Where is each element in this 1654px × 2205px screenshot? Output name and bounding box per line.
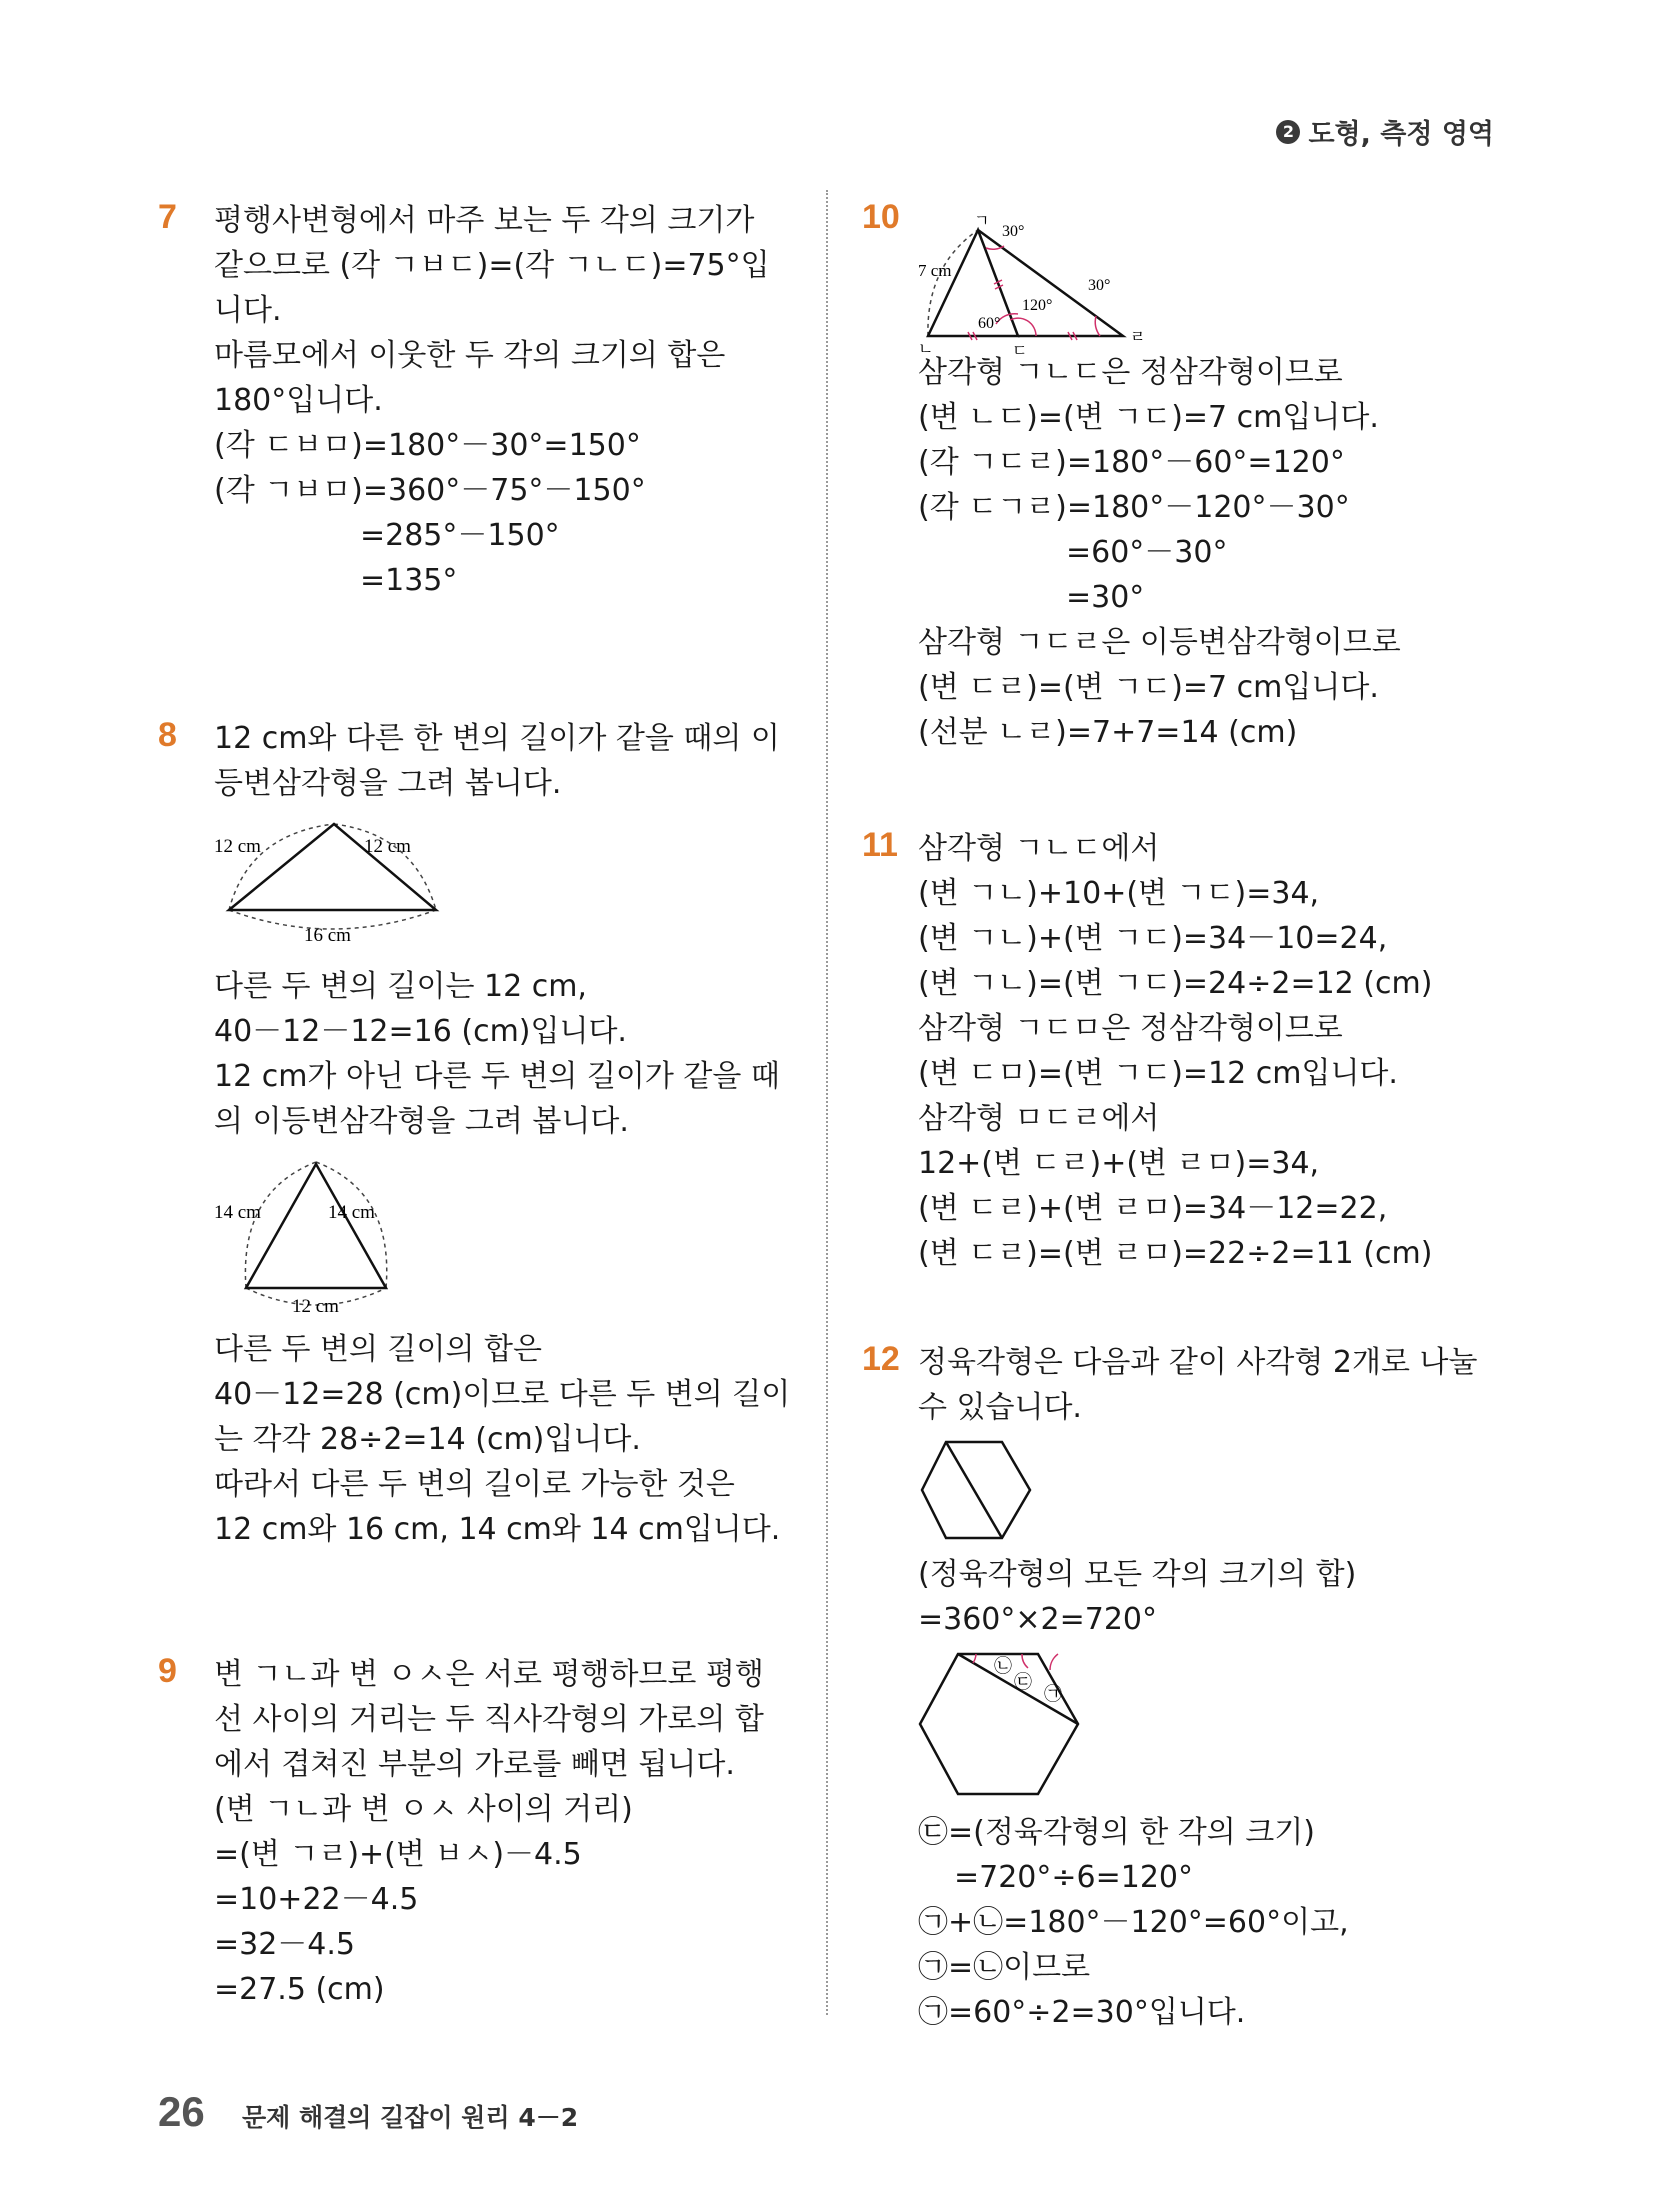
text-line: 삼각형 ㄱㄴㄷ은 정삼각형이므로 <box>918 355 1343 390</box>
book-title: 문제 해결의 길잡이 원리 4－2 <box>242 2103 579 2132</box>
problem-body <box>214 198 854 603</box>
problem-body <box>918 350 1558 755</box>
text-line: 삼각형 ㄱㄷㄹ은 이등변삼각형이므로 <box>918 625 1401 660</box>
text-line: 선 사이의 거리는 두 직사각형의 가로의 합 <box>214 1702 764 1737</box>
text-line: (변 ㄷㄹ)=(변 ㄹㅁ)=22÷2=11 (cm) <box>918 1236 1433 1271</box>
text-line: (각 ㄱㄷㄹ)=180°－60°=120° <box>918 445 1345 480</box>
side-label-left: 14 cm <box>214 1202 261 1223</box>
text-line: 다른 두 변의 길이는 12 cm, <box>214 969 587 1004</box>
text-line: 40－12－12=16 (cm)입니다. <box>214 1014 627 1049</box>
angle-mark <box>1050 1654 1058 1670</box>
hexagon-angle-figure <box>918 1650 1108 1800</box>
side-label-7cm: 7 cm <box>918 261 952 280</box>
problem-body <box>918 1340 1558 2035</box>
page-number: 26 <box>158 2088 205 2135</box>
text-line: =30° <box>1066 580 1145 615</box>
text-line: 는 각각 28÷2=14 (cm)입니다. <box>214 1422 641 1457</box>
triangle-14-14-12-figure <box>214 1152 474 1317</box>
angle-label-120: 120° <box>1022 297 1053 314</box>
text-line: =27.5 (cm) <box>214 1972 385 2007</box>
triangle-figure-10 <box>918 206 1248 356</box>
text-line: =135° <box>360 563 458 598</box>
text-line: (변 ㄴㄷ)=(변 ㄱㄷ)=7 cm입니다. <box>918 400 1379 435</box>
vertex-label-a: ㄱ <box>974 213 990 230</box>
text-line: 수 있습니다. <box>918 1390 1082 1425</box>
text-line: 삼각형 ㄱㄷㅁ은 정삼각형이므로 <box>918 1011 1343 1046</box>
angle-mark <box>973 1654 976 1663</box>
text-line: 의 이등변삼각형을 그려 봅니다. <box>214 1104 629 1139</box>
text-line: (각 ㄷㄱㄹ)=180°－120°－30° <box>918 490 1350 525</box>
triangle-12-12-16-figure <box>214 814 474 954</box>
text-line: 등변삼각형을 그려 봅니다. <box>214 766 562 801</box>
side-label-bottom: 16 cm <box>304 925 351 946</box>
text-line: 12 cm가 아닌 다른 두 변의 길이가 같을 때 <box>214 1059 780 1094</box>
text-line: (선분 ㄴㄹ)=7+7=14 (cm) <box>918 715 1298 750</box>
angle-label-b: ㉡ <box>994 1656 1012 1676</box>
text-line: 같으므로 (각 ㄱㅂㄷ)=(각 ㄱㄴㄷ)=75°입 <box>214 248 770 283</box>
text-line: 따라서 다른 두 변의 길이로 가능한 것은 <box>214 1467 735 1502</box>
problem-number: 11 <box>862 826 898 864</box>
vertex-label-b: ㄴ <box>918 341 934 356</box>
problem-body <box>214 716 854 1552</box>
text-line: =720°÷6=120° <box>954 1860 1194 1895</box>
section-title: 도형, 측정 영역 <box>1308 119 1494 150</box>
text-line: 다른 두 변의 길이의 합은 <box>214 1332 542 1367</box>
side-label-right: 12 cm <box>364 836 411 857</box>
text-line: 마름모에서 이웃한 두 각의 크기의 합은 <box>214 338 726 373</box>
hexagon <box>922 1442 1030 1538</box>
text-line: =32－4.5 <box>214 1927 356 1962</box>
angle-label-right: 30° <box>1088 277 1111 294</box>
text-line: (변 ㄷㄹ)+(변 ㄹㅁ)=34－12=22, <box>918 1191 1388 1226</box>
text-line: ㉠=㉡이므로 <box>918 1950 1091 1985</box>
text-line: ㉠+㉡=180°－120°=60°이고, <box>918 1905 1349 1940</box>
text-line: 40－12=28 (cm)이므로 다른 두 변의 길이 <box>214 1377 791 1412</box>
equilateral-triangle <box>928 230 1018 336</box>
side-label-right: 14 cm <box>328 1202 375 1223</box>
text-line: 12+(변 ㄷㄹ)+(변 ㄹㅁ)=34, <box>918 1146 1320 1181</box>
text-line: 평행사변형에서 마주 보는 두 각의 크기가 <box>214 203 755 238</box>
text-line: 삼각형 ㅁㄷㄹ에서 <box>918 1101 1160 1136</box>
text-line: =360°×2=720° <box>918 1602 1158 1637</box>
angle-mark <box>1022 1654 1028 1668</box>
text-line: =10+22－4.5 <box>214 1882 419 1917</box>
vertex-label-d: ㄹ <box>1130 329 1146 346</box>
text-line: =285°－150° <box>360 518 560 553</box>
section-badge: 2 <box>1276 120 1300 144</box>
text-line: 변 ㄱㄴ과 변 ㅇㅅ은 서로 평행하므로 평행 <box>214 1657 764 1692</box>
problem-number: 12 <box>862 1340 900 1378</box>
text-line: 에서 겹쳐진 부분의 가로를 빼면 됩니다. <box>214 1747 735 1782</box>
text-line: 180°입니다. <box>214 383 383 418</box>
problem-number: 9 <box>158 1652 177 1690</box>
diagonal <box>946 1442 1002 1538</box>
text-line: (변 ㄱㄴ과 변 ㅇㅅ 사이의 거리) <box>214 1792 633 1827</box>
text-line: (각 ㄱㅂㅁ)=360°－75°－150° <box>214 473 646 508</box>
text-line: (변 ㄱㄴ)=(변 ㄱㄷ)=24÷2=12 (cm) <box>918 966 1433 1001</box>
text-line: (정육각형의 모든 각의 크기의 합) <box>918 1557 1357 1592</box>
text-line: 니다. <box>214 293 282 328</box>
problem-body <box>918 826 1558 1276</box>
section-header <box>1276 112 1494 151</box>
text-line: (각 ㄷㅂㅁ)=180°－30°=150° <box>214 428 641 463</box>
side-label-left: 12 cm <box>214 836 261 857</box>
problem-body <box>214 1652 854 2012</box>
text-line: (변 ㄷㅁ)=(변 ㄱㄷ)=12 cm입니다. <box>918 1056 1398 1091</box>
text-line: (변 ㄱㄴ)+10+(변 ㄱㄷ)=34, <box>918 876 1320 911</box>
text-line: 삼각형 ㄱㄴㄷ에서 <box>918 831 1160 866</box>
text-line: 12 cm와 다른 한 변의 길이가 같을 때의 이 <box>214 721 780 756</box>
angle-label-a: ㉠ <box>1044 1684 1062 1704</box>
angle-label-top: 30° <box>1002 223 1025 240</box>
angle-label-c: ㉢ <box>1014 1672 1032 1692</box>
text-line: 정육각형은 다음과 같이 사각형 2개로 나눌 <box>918 1345 1478 1380</box>
text-line: (변 ㄷㄹ)=(변 ㄱㄷ)=7 cm입니다. <box>918 670 1379 705</box>
problem-number: 10 <box>862 198 900 236</box>
vertex-label-c: ㄷ <box>1012 343 1028 356</box>
triangle <box>246 1164 386 1288</box>
side-label-bottom: 12 cm <box>292 1296 339 1317</box>
problem-number: 8 <box>158 716 177 754</box>
angle-label-60: 60° <box>978 315 1001 332</box>
problem-number: 7 <box>158 198 177 236</box>
text-line: 12 cm와 16 cm, 14 cm와 14 cm입니다. <box>214 1512 781 1547</box>
text-line: (변 ㄱㄴ)+(변 ㄱㄷ)=34－10=24, <box>918 921 1388 956</box>
hexagon-split-figure <box>918 1438 1038 1542</box>
text-line: =(변 ㄱㄹ)+(변 ㅂㅅ)－4.5 <box>214 1837 582 1872</box>
text-line: ㉠=60°÷2=30°입니다. <box>918 1995 1246 2030</box>
text-line: =60°－30° <box>1066 535 1228 570</box>
text-line: ㉢=(정육각형의 한 각의 크기) <box>918 1815 1315 1850</box>
